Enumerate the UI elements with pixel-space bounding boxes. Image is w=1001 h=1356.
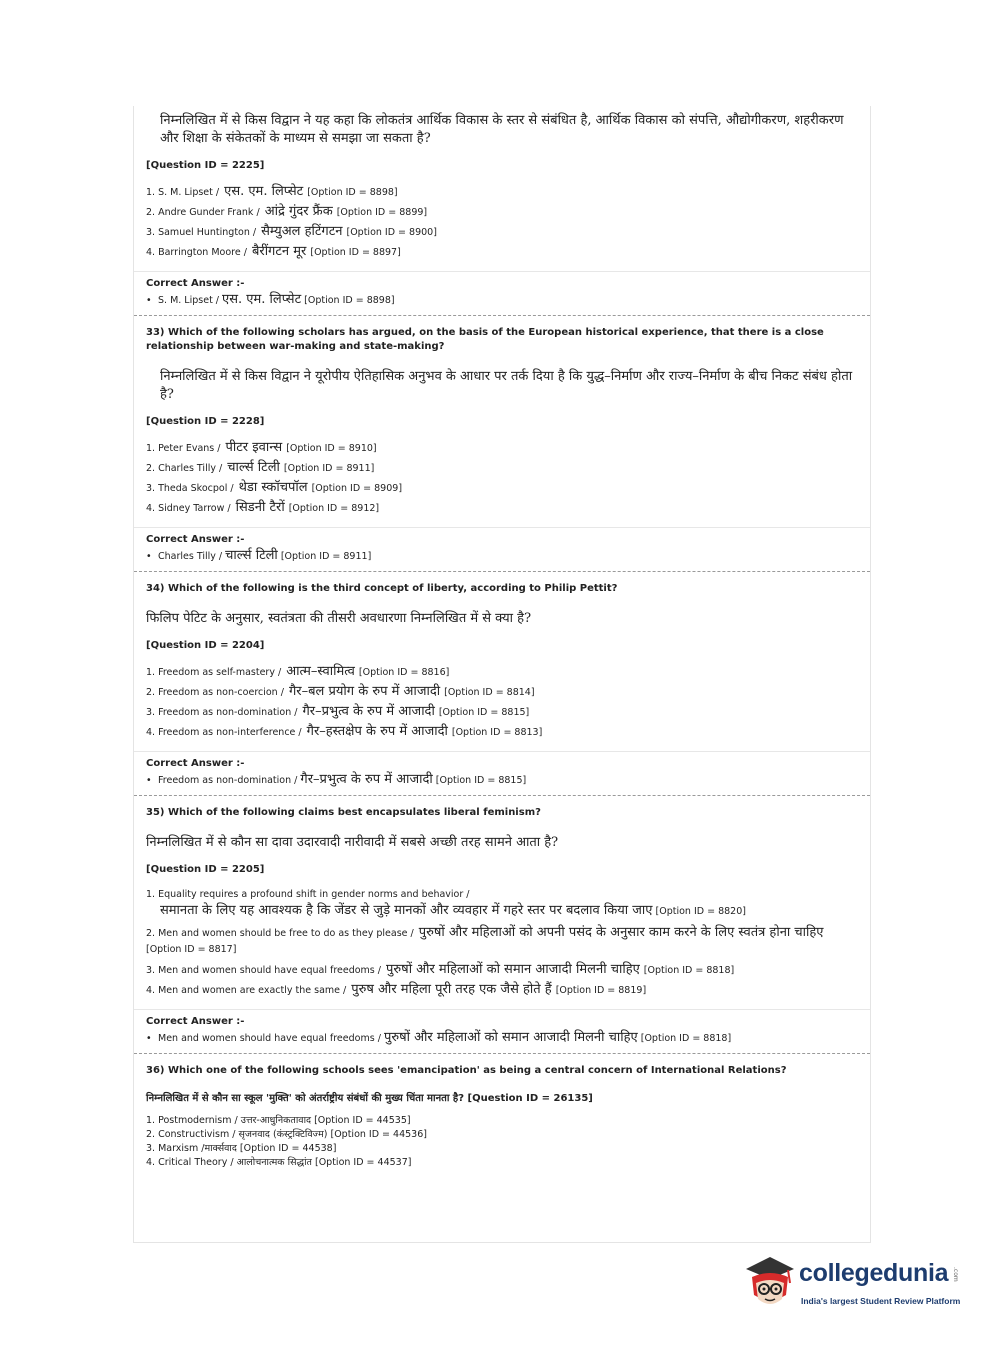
question-text-english: 33) Which of the following scholars has argued, on the basis of the European historical experience, that there is a close relationship between war-making and state-making?: [146, 327, 824, 352]
mascot-icon: [742, 1255, 798, 1313]
question-id: [Question ID = 2225]: [146, 160, 265, 171]
logo-domain: .com: [952, 1267, 959, 1282]
question-text-english: 36) Which one of the following schools sees 'emancipation' as being a central concern of International Relations?: [146, 1065, 787, 1076]
option-item: 3. Theda Skocpol / थेडा स्कॉचपॉल [Option ID = 8909]: [146, 480, 403, 495]
question-paper-page: [133, 106, 871, 1243]
option-item: 1. Equality requires a profound shift in gender norms and behavior / समानता के लिए यह आवश्यक है कि जेंडर से जुड़े मानकों और व्यवहार में गहरे स्तर पर बदलाव किया जाए [Option ID = 8820]: [146, 889, 746, 918]
option-item: 2. Men and women should be free to do as they please / पुरुषों और महिलाओं को अपनी पसंद के अनुसार काम करने के लिए स्वतंत्र होना चाहिए [Option ID = 8817]: [146, 925, 824, 955]
question-36: [134, 1054, 870, 1170]
logo-tagline: India's largest Student Review Platform: [801, 1296, 961, 1306]
option-item: 4. Sidney Tarrow / सिडनी टैरों [Option ID = 8912]: [146, 500, 380, 515]
option-item: 2. Andre Gunder Frank / आंद्रे गुंदर फ्रैंक [Option ID = 8899]: [146, 204, 428, 219]
option-item: 4. Barrington Moore / बैरींगटन मूर [Option ID = 8897]: [146, 244, 401, 259]
question-id: [Question ID = 2228]: [146, 416, 265, 427]
correct-answer: • Freedom as non-domination / गैर–प्रभुत्व के रुप में आजादी [Option ID = 8815]: [146, 769, 858, 795]
question-33: [134, 316, 870, 572]
correct-answer-label: Correct Answer :-: [146, 1016, 245, 1027]
option-item: 4. Men and women are exactly the same / पुरुष और महिला पूरी तरह एक जैसे होते हैं [Option ID = 8819]: [146, 982, 647, 997]
correct-answer-label: Correct Answer :-: [146, 534, 245, 545]
option-item: 4. Critical Theory / आलोचनात्मक सिद्धांत [Option ID = 44537]: [146, 1157, 412, 1168]
options-list: [134, 663, 870, 752]
correct-answer: • Charles Tilly / चार्ल्स टिली [Option ID = 8911]: [146, 545, 858, 571]
question-text-hindi: निम्नलिखित में से कौन सा दावा उदारवादी नारीवादी में सबसे अच्छी तरह सामने आता है?: [146, 835, 559, 850]
option-item: 3. Samuel Huntington / सैम्युअल हटिंगटन [Option ID = 8900]: [146, 224, 437, 239]
question-34: [134, 572, 870, 796]
option-item: 2. Charles Tilly / चार्ल्स टिली [Option ID = 8911]: [146, 460, 375, 475]
bullet-icon: •: [146, 775, 152, 786]
option-item: 2. Constructivism / सृजनवाद (कंस्ट्रक्टिविज्म) [Option ID = 44536]: [146, 1129, 427, 1140]
option-item: 1. Freedom as self-mastery / आत्म–स्वामित्व [Option ID = 8816]: [146, 664, 450, 679]
option-item: 3. Marxism /मार्क्सवाद [Option ID = 44538]: [146, 1143, 337, 1154]
question-id: [Question ID = 2205]: [146, 864, 265, 875]
correct-answer: • Men and women should have equal freedoms / पुरुषों और महिलाओं को समान आजादी मिलनी चाहिए [Option ID = 8818]: [146, 1027, 858, 1053]
option-item: 2. Freedom as non-coercion / गैर–बल प्रयोग के रुप में आजादी [Option ID = 8814]: [146, 684, 535, 699]
bullet-icon: •: [146, 551, 152, 562]
question-text-hindi: निम्नलिखित में से कौन सा स्कूल 'मुक्ति' को अंतर्राष्ट्रीय संबंधों की मुख्य चिंता मानता है? [Question ID = 26135]: [146, 1093, 593, 1104]
bullet-icon: •: [146, 295, 152, 306]
correct-answer: • S. M. Lipset / एस. एम. लिप्सेट [Option ID = 8898]: [146, 289, 858, 315]
question-text-hindi: निम्नलिखित में से किस विद्वान ने यूरोपीय ऐतिहासिक अनुभव के आधार पर तर्क दिया है कि युद्ध–निर्माण और राज्य–निर्माण के बीच निकट संबंध होता है?: [160, 369, 853, 402]
options-list: [134, 887, 870, 1010]
question-id: [Question ID = 2204]: [146, 640, 265, 651]
option-item: 1. S. M. Lipset / एस. एम. लिप्सेट [Option ID = 8898]: [146, 184, 398, 199]
options-list: [134, 183, 870, 272]
correct-answer-label: Correct Answer :-: [146, 758, 245, 769]
question-text-hindi: फिलिप पेटिट के अनुसार, स्वतंत्रता की तीसरी अवधारणा निम्नलिखित में से क्या है?: [146, 611, 532, 626]
question-text-english: 34) Which of the following is the third concept of liberty, according to Philip Pettit?: [146, 583, 618, 594]
option-item: 4. Freedom as non-interference / गैर–हस्तक्षेप के रुप में आजादी [Option ID = 8813]: [146, 724, 543, 739]
option-item: 1. Peter Evans / पीटर इवान्स [Option ID = 8910]: [146, 440, 377, 455]
collegedunia-logo: [742, 1255, 972, 1315]
question-35: [134, 796, 870, 1054]
question-32: [134, 106, 870, 316]
correct-answer-label: Correct Answer :-: [146, 278, 245, 289]
logo-name: collegedunia: [799, 1259, 949, 1287]
option-item: 3. Men and women should have equal freedoms / पुरुषों और महिलाओं को समान आजादी मिलनी चाहिए [Option ID = 8818]: [146, 962, 735, 977]
question-text-english: 35) Which of the following claims best encapsulates liberal feminism?: [146, 807, 541, 818]
question-text-hindi: निम्नलिखित में से किस विद्वान ने यह कहा कि लोकतंत्र आर्थिक विकास के स्तर से संबंधित है, आर्थिक विकास को संपत्ति, औद्योगीकरण, शहरीकरण और शिक्षा के संकेतकों के माध्यम से समझा जा सकता है?: [160, 113, 844, 146]
options-list: [134, 439, 870, 528]
option-item: 3. Freedom as non-domination / गैर–प्रभुत्व के रुप में आजादी [Option ID = 8815]: [146, 704, 530, 719]
bullet-icon: •: [146, 1033, 152, 1044]
option-item: 1. Postmodernism / उत्तर-आधुनिकतावाद [Option ID = 44535]: [146, 1115, 411, 1126]
options-list: [146, 1114, 858, 1170]
